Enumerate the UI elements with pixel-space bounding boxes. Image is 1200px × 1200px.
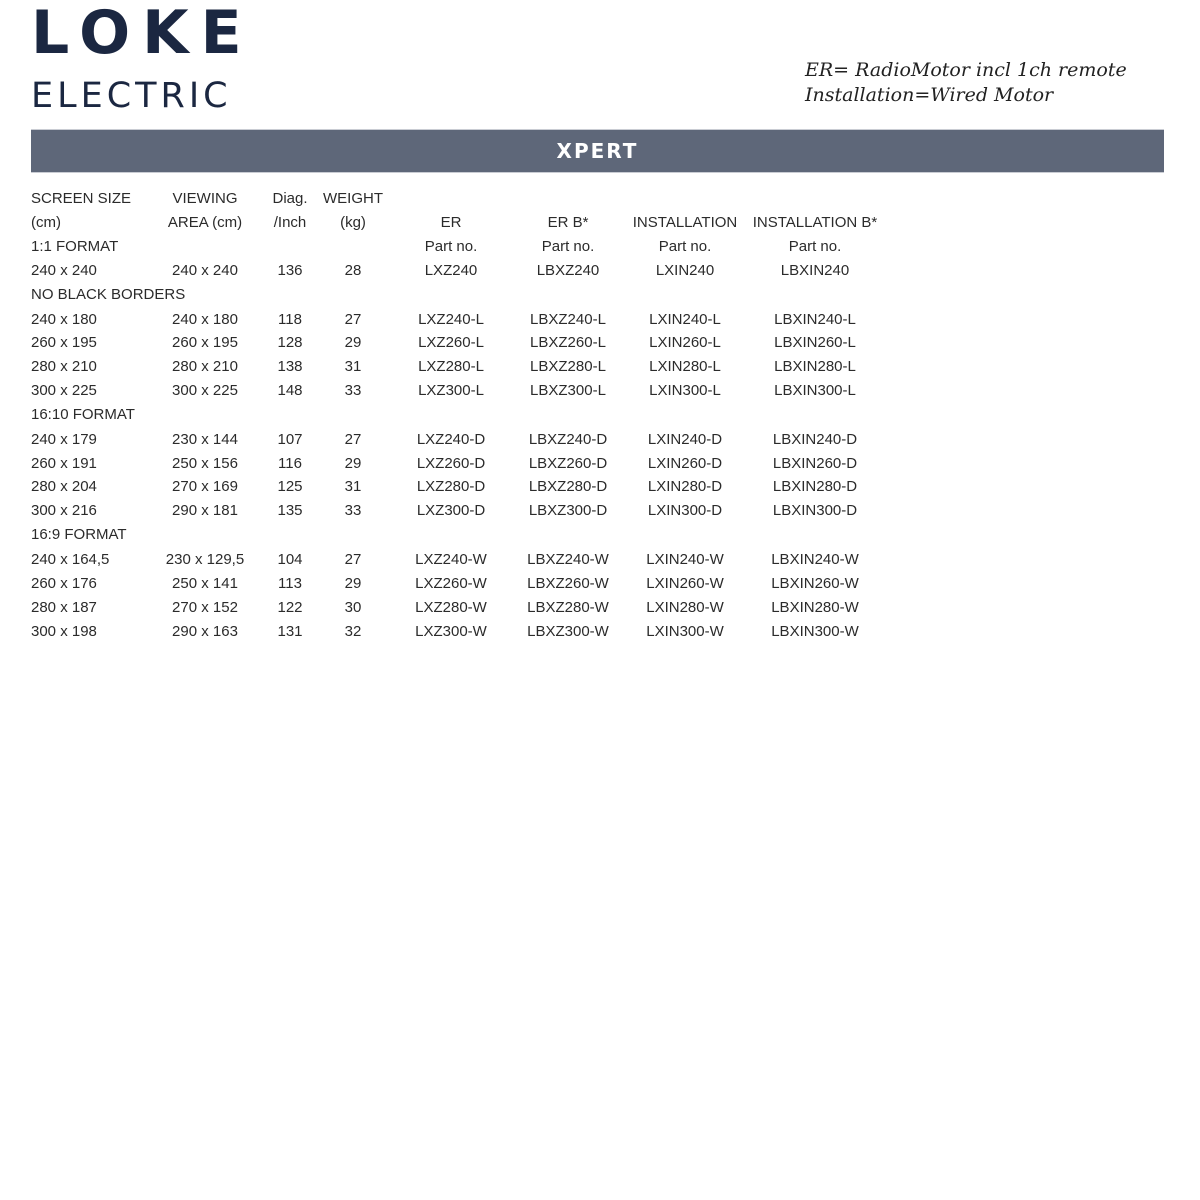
cell-installation-part: LXIN240-L bbox=[649, 311, 721, 328]
header-weight-unit: (kg) bbox=[340, 214, 366, 231]
legend-line-er: ER= RadioMotor incl 1ch remote bbox=[805, 59, 1127, 81]
cell-installation-part: LXIN240-D bbox=[647, 431, 723, 448]
section-label: 16:10 FORMAT bbox=[31, 406, 135, 423]
cell-er-part: LXZ280-W bbox=[415, 599, 487, 616]
cell-weight: 27 bbox=[344, 431, 362, 448]
cell-viewing-area: 280 x 210 bbox=[172, 358, 238, 375]
header-er: ER bbox=[440, 214, 462, 231]
cell-installation-b-part: LBXIN240-L bbox=[774, 311, 856, 328]
cell-er-b-part: LBXZ300-D bbox=[528, 502, 608, 519]
cell-viewing-area: 230 x 129,5 bbox=[165, 551, 245, 568]
cell-er-part: LXZ240 bbox=[424, 262, 478, 279]
brand-logo-electric: ELECTRIC bbox=[31, 76, 232, 116]
cell-screen-size: 300 x 225 bbox=[31, 382, 97, 399]
header-viewing-area: AREA (cm) bbox=[167, 214, 243, 231]
cell-er-b-part: LBXZ240-L bbox=[530, 311, 606, 328]
cell-installation-b-part: LBXIN300-W bbox=[771, 623, 859, 640]
cell-installation-b-part: LBXIN300-D bbox=[772, 502, 858, 519]
cell-er-part: LXZ260-L bbox=[418, 334, 484, 351]
cell-diag: 128 bbox=[277, 334, 303, 351]
cell-viewing-area: 260 x 195 bbox=[172, 334, 238, 351]
table-row bbox=[0, 259, 1200, 283]
cell-installation-b-part: LBXIN260-L bbox=[774, 334, 856, 351]
cell-er-b-part: LBXZ280-D bbox=[528, 478, 608, 495]
cell-viewing-area: 250 x 141 bbox=[172, 575, 238, 592]
product-title: XPERT bbox=[556, 139, 639, 163]
cell-diag: 135 bbox=[277, 502, 303, 519]
cell-viewing-area: 270 x 152 bbox=[172, 599, 238, 616]
cell-installation-part: LXIN260-L bbox=[649, 334, 721, 351]
table-row bbox=[0, 499, 1200, 523]
cell-screen-size: 280 x 204 bbox=[31, 478, 97, 495]
cell-diag: 104 bbox=[277, 551, 303, 568]
table-header-row-2 bbox=[0, 211, 1200, 235]
table-row bbox=[0, 572, 1200, 596]
legend-line-installation: Installation=Wired Motor bbox=[805, 84, 1054, 106]
cell-weight: 33 bbox=[344, 382, 362, 399]
table-header-row-3 bbox=[0, 235, 1200, 259]
cell-viewing-area: 250 x 156 bbox=[172, 455, 238, 472]
table-row bbox=[0, 428, 1200, 452]
cell-weight: 31 bbox=[344, 358, 362, 375]
table-row bbox=[0, 596, 1200, 620]
cell-viewing-area: 270 x 169 bbox=[172, 478, 238, 495]
cell-er-b-part: LBXZ260-D bbox=[528, 455, 608, 472]
brand-logo-loke: LOKE bbox=[31, 0, 254, 68]
cell-installation-b-part: LBXIN240-W bbox=[771, 551, 859, 568]
cell-installation-b-part: LBXIN240 bbox=[780, 262, 850, 279]
cell-installation-b-part: LBXIN240-D bbox=[772, 431, 858, 448]
table-header-row-1 bbox=[0, 187, 1200, 211]
cell-viewing-area: 300 x 225 bbox=[172, 382, 238, 399]
cell-diag: 118 bbox=[278, 311, 302, 328]
header-installation-b-part-no: Part no. bbox=[788, 238, 842, 255]
legend-note bbox=[805, 58, 1127, 108]
cell-er-b-part: LBXZ240-W bbox=[527, 551, 609, 568]
cell-er-b-part: LBXZ240-D bbox=[528, 431, 608, 448]
cell-weight: 27 bbox=[344, 551, 362, 568]
cell-er-part: LXZ260-W bbox=[415, 575, 487, 592]
section-label: NO BLACK BORDERS bbox=[31, 286, 186, 303]
cell-weight: 29 bbox=[344, 575, 362, 592]
cell-screen-size: 300 x 198 bbox=[31, 623, 97, 640]
cell-screen-size: 300 x 216 bbox=[31, 502, 97, 519]
cell-installation-b-part: LBXIN260-W bbox=[771, 575, 859, 592]
header-er-b: ER B* bbox=[547, 214, 589, 231]
cell-er-b-part: LBXZ280-W bbox=[527, 599, 609, 616]
header-screen-size: SCREEN SIZE bbox=[31, 190, 132, 207]
table-row bbox=[0, 452, 1200, 476]
cell-er-part: LXZ240-L bbox=[418, 311, 484, 328]
cell-installation-b-part: LBXIN260-D bbox=[772, 455, 858, 472]
cell-er-b-part: LBXZ260-L bbox=[530, 334, 606, 351]
cell-installation-b-part: LBXIN280-L bbox=[774, 358, 856, 375]
header-installation-part-no: Part no. bbox=[658, 238, 712, 255]
cell-viewing-area: 230 x 144 bbox=[172, 431, 238, 448]
header-er-part-no: Part no. bbox=[424, 238, 478, 255]
cell-installation-part: LXIN280-D bbox=[647, 478, 723, 495]
table-row bbox=[0, 620, 1200, 644]
cell-er-part: LXZ300-L bbox=[418, 382, 484, 399]
cell-er-part: LXZ300-D bbox=[416, 502, 486, 519]
cell-er-b-part: LBXZ300-W bbox=[527, 623, 609, 640]
cell-installation-b-part: LBXIN280-W bbox=[771, 599, 859, 616]
cell-weight: 29 bbox=[344, 334, 362, 351]
cell-screen-size: 260 x 191 bbox=[31, 455, 97, 472]
cell-er-b-part: LBXZ260-W bbox=[527, 575, 609, 592]
table-row bbox=[0, 355, 1200, 379]
cell-weight: 30 bbox=[344, 599, 362, 616]
cell-screen-size: 240 x 180 bbox=[31, 311, 97, 328]
cell-diag: 131 bbox=[277, 623, 303, 640]
cell-er-part: LXZ260-D bbox=[416, 455, 486, 472]
header-installation: INSTALLATION bbox=[632, 214, 738, 231]
cell-viewing-area: 240 x 180 bbox=[172, 311, 238, 328]
cell-viewing-area: 240 x 240 bbox=[172, 262, 238, 279]
cell-weight: 33 bbox=[344, 502, 362, 519]
cell-viewing-area: 290 x 163 bbox=[172, 623, 238, 640]
header-installation-b: INSTALLATION B* bbox=[752, 214, 878, 231]
cell-installation-part: LXIN300-L bbox=[649, 382, 721, 399]
cell-er-b-part: LBXZ280-L bbox=[530, 358, 606, 375]
cell-weight: 27 bbox=[344, 311, 362, 328]
cell-installation-part: LXIN260-W bbox=[646, 575, 724, 592]
cell-screen-size: 240 x 164,5 bbox=[31, 551, 110, 568]
section-label: 16:9 FORMAT bbox=[31, 526, 127, 543]
header-screen-size-unit: (cm) bbox=[31, 214, 61, 231]
cell-installation-part: LXIN240-W bbox=[646, 551, 724, 568]
cell-weight: 28 bbox=[344, 262, 362, 279]
cell-screen-size: 280 x 187 bbox=[31, 599, 97, 616]
cell-diag: 136 bbox=[277, 262, 303, 279]
cell-weight: 31 bbox=[344, 478, 362, 495]
cell-diag: 116 bbox=[278, 455, 302, 472]
cell-weight: 32 bbox=[344, 623, 362, 640]
table-row bbox=[0, 379, 1200, 403]
cell-viewing-area: 290 x 181 bbox=[172, 502, 238, 519]
cell-installation-part: LXIN280-W bbox=[646, 599, 724, 616]
cell-screen-size: 280 x 210 bbox=[31, 358, 97, 375]
cell-diag: 125 bbox=[277, 478, 303, 495]
cell-diag: 148 bbox=[277, 382, 303, 399]
cell-screen-size: 260 x 195 bbox=[31, 334, 97, 351]
cell-diag: 122 bbox=[277, 599, 303, 616]
header-diag: Diag. bbox=[272, 190, 308, 207]
cell-er-part: LXZ300-W bbox=[415, 623, 487, 640]
table-row bbox=[0, 475, 1200, 499]
section-label: 1:1 FORMAT bbox=[31, 238, 119, 255]
table-row bbox=[0, 308, 1200, 332]
cell-screen-size: 240 x 240 bbox=[31, 262, 97, 279]
product-title-bar bbox=[31, 129, 1164, 173]
cell-er-part: LXZ240-D bbox=[416, 431, 486, 448]
cell-screen-size: 240 x 179 bbox=[31, 431, 97, 448]
cell-er-b-part: LBXZ240 bbox=[536, 262, 600, 279]
table-row bbox=[0, 331, 1200, 355]
cell-diag: 113 bbox=[278, 575, 302, 592]
cell-diag: 138 bbox=[277, 358, 303, 375]
header-er-b-part-no: Part no. bbox=[541, 238, 595, 255]
cell-screen-size: 260 x 176 bbox=[31, 575, 97, 592]
cell-installation-part: LXIN300-D bbox=[647, 502, 723, 519]
cell-weight: 29 bbox=[344, 455, 362, 472]
cell-er-part: LXZ240-W bbox=[415, 551, 487, 568]
cell-er-part: LXZ280-L bbox=[418, 358, 484, 375]
cell-installation-b-part: LBXIN280-D bbox=[772, 478, 858, 495]
cell-installation-b-part: LBXIN300-L bbox=[774, 382, 856, 399]
cell-er-b-part: LBXZ300-L bbox=[530, 382, 606, 399]
header-weight: WEIGHT bbox=[323, 190, 383, 207]
header-viewing: VIEWING bbox=[172, 190, 238, 207]
header-diag-unit: /Inch bbox=[273, 214, 307, 231]
cell-installation-part: LXIN240 bbox=[655, 262, 715, 279]
cell-er-part: LXZ280-D bbox=[416, 478, 486, 495]
cell-diag: 107 bbox=[277, 431, 303, 448]
cell-installation-part: LXIN300-W bbox=[646, 623, 724, 640]
cell-installation-part: LXIN280-L bbox=[649, 358, 721, 375]
cell-installation-part: LXIN260-D bbox=[647, 455, 723, 472]
table-row bbox=[0, 548, 1200, 572]
